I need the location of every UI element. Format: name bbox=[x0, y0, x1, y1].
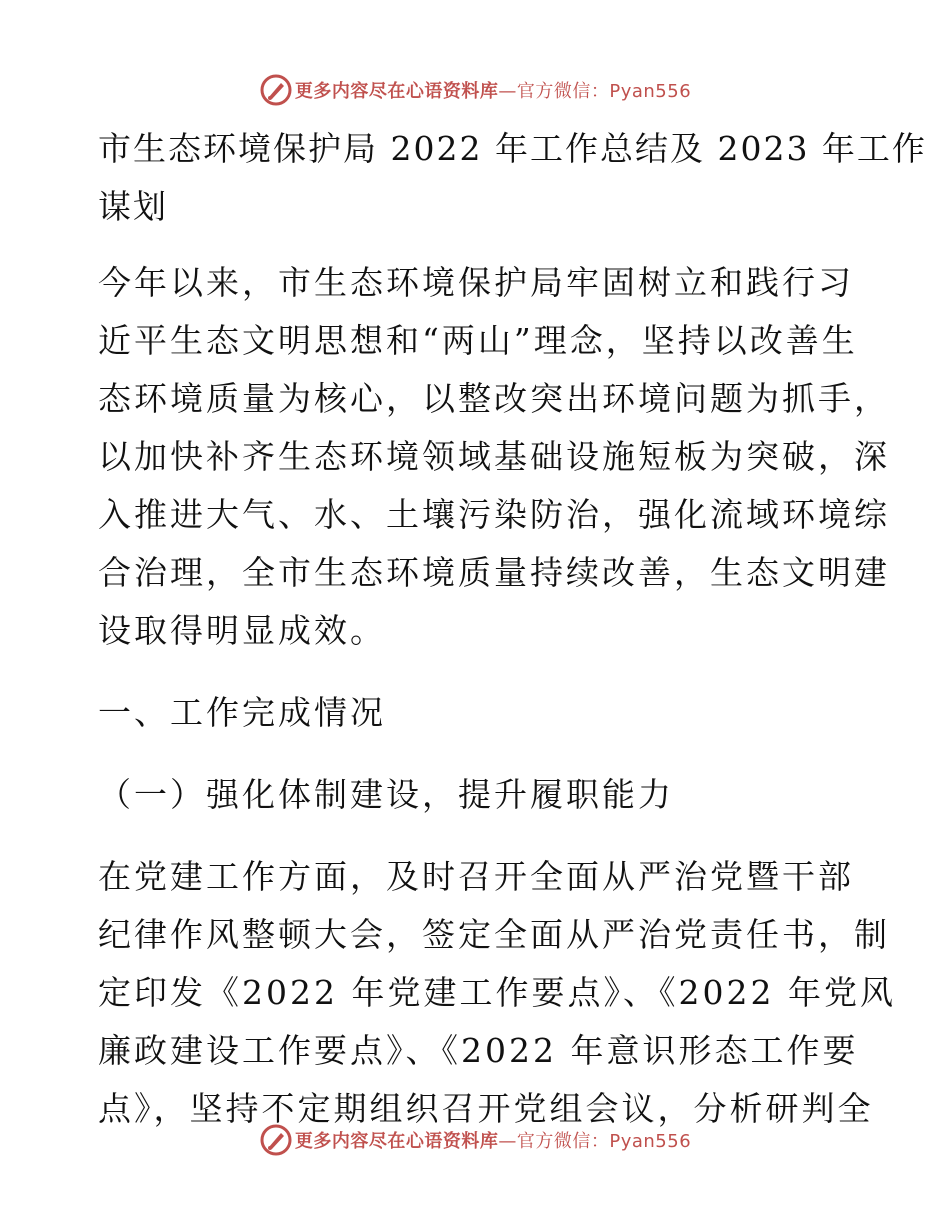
text-line: 定印发《2022 年党建工作要点》、《2022 年党风 bbox=[98, 973, 896, 1012]
watermark-footer bbox=[0, 1120, 950, 1160]
paragraph-intro bbox=[98, 254, 890, 660]
text-line: 以加快补齐生态环境领域基础设施短板为突破，深 bbox=[98, 437, 890, 476]
watermark-header bbox=[0, 70, 950, 110]
pen-logo-icon bbox=[259, 73, 293, 107]
watermark-sub: —官方微信：Pyan556 bbox=[498, 1131, 692, 1152]
text-line: 态环境质量为核心，以整改突出环境问题为抓手， bbox=[98, 379, 890, 418]
watermark-main: 更多内容尽在心语资料库 bbox=[294, 1131, 499, 1152]
text-line: 纪律作风整顿大会，签定全面从严治党责任书，制 bbox=[98, 915, 890, 954]
text-line: 近平生态文明思想和“两山”理念，坚持以改善生 bbox=[98, 321, 858, 360]
text-line: 点》，坚持不定期组织召开党组会议，分析研判全 bbox=[98, 1089, 874, 1128]
text-line: 在党建工作方面，及时召开全面从严治党暨干部 bbox=[98, 857, 854, 896]
pen-logo-icon bbox=[259, 1123, 293, 1157]
watermark-text bbox=[295, 77, 691, 103]
title-line: 谋划 bbox=[98, 187, 168, 226]
watermark-main: 更多内容尽在心语资料库 bbox=[294, 81, 499, 102]
title-line: 市生态环境保护局 2022 年工作总结及 2023 年工作 bbox=[98, 129, 927, 168]
subsection-heading: （一）强化体制建设，提升履职能力 bbox=[98, 775, 674, 814]
text-line: 今年以来，市生态环境保护局牢固树立和践行习 bbox=[98, 263, 854, 302]
text-line: 合治理，全市生态环境质量持续改善，生态文明建 bbox=[98, 553, 890, 592]
watermark-sub: —官方微信：Pyan556 bbox=[498, 81, 692, 102]
document-title bbox=[98, 120, 927, 236]
watermark-text bbox=[295, 1127, 691, 1153]
text-line: 设取得明显成效。 bbox=[98, 611, 386, 650]
text-line: 入推进大气、水、土壤污染防治，强化流域环境综 bbox=[98, 495, 890, 534]
text-line: 廉政建设工作要点》、《2022 年意识形态工作要 bbox=[98, 1031, 859, 1070]
document-body bbox=[98, 120, 927, 1138]
paragraph-party-building bbox=[98, 848, 896, 1138]
section-heading: 一、工作完成情况 bbox=[98, 693, 386, 732]
